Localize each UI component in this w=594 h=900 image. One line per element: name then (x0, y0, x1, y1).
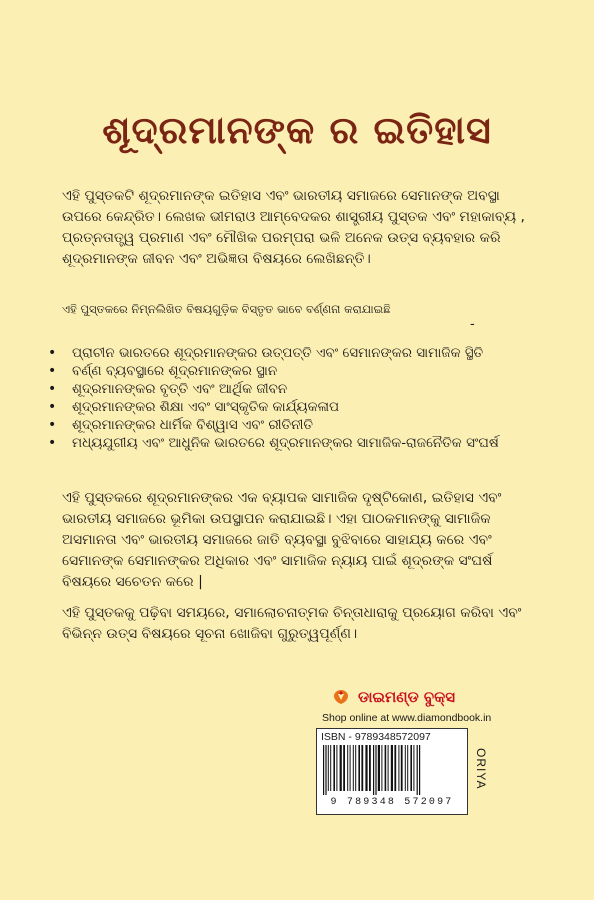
list-item-text: ଶୂଦ୍ରମାନଙ୍କର ଧାର୍ମିକ ବିଶ୍ୱାସ ଏବଂ ରୀତିନୀତି (72, 417, 314, 433)
isbn-label: ISBN - 9789348572097 (321, 731, 431, 743)
topics-list (48, 345, 548, 453)
bullet-icon: • (48, 399, 57, 415)
bullet-icon: • (48, 435, 57, 451)
list-item-text: ବର୍ଣ୍ଣ ବ୍ୟବସ୍ଥାରେ ଶୂଦ୍ରମାନଙ୍କର ସ୍ଥାନ (72, 363, 278, 379)
barcode-bars (321, 745, 463, 795)
body-paragraph: ଏହି ପୁସ୍ତକରେ ଶୂଦ୍ରମାନଙ୍କର ଏକ ବ୍ୟାପକ ସାମାଜିକ ଦୃଷ୍ଟିକୋଣ, ଇତିହାସ ଏବଂ ଭାରତୀୟ ସମାଜରେ ଭୂମିକା ଉପସ୍ଥାପନ କରାଯାଇଛି। ଏହା ପାଠକମାନଙ୍କୁ ସାମାଜିକ ଅସମାନତା ଏବଂ ଭାରତୀୟ ସମାଜରେ ଜାତି ବ୍ୟବସ୍ଥା ବୁଝିବାରେ ସାହାଯ୍ୟ କରେ ଏବଂ ସେମାନଙ୍କ ସେମାନଙ୍କର ଅଧିକାର ଏବଂ ସାମାଜିକ ନ୍ୟାୟ ପାଇଁ ଶୂଦ୍ରଙ୍କ ସଂଘର୍ଷ ବିଷୟରେ ସଚେତନ କରେ | (62, 490, 502, 590)
bullet-icon: • (48, 345, 57, 361)
language-label: ORIYA (474, 748, 488, 790)
list-item-text: ମଧ୍ୟଯୁଗୀୟ ଏବଂ ଆଧୁନିକ ଭାରତରେ ଶୂଦ୍ରମାନଙ୍କର ସାମାଜିକ-ରାଜନୈତିକ ସଂଘର୍ଷ (72, 435, 499, 451)
list-item (48, 417, 548, 434)
intro-paragraph: ଏହି ପୁସ୍ତକଟି ଶୂଦ୍ରମାନଙ୍କ ଇତିହାସ ଏବଂ ଭାରତୀୟ ସମାଜରେ ସେମାନଙ୍କ ଅବସ୍ଥା ଉପରେ କେନ୍ଦ୍ରିତ। ଲେଖକ ଭୀମରାଓ ଆମ୍ବେଦକର ଶାସ୍ତ୍ରୀୟ ପୁସ୍ତକ ଏବଂ ମହାକାବ୍ୟ , ପ୍ରତ୍ନତାତ୍ତ୍ୱ ପ୍ରମାଣ ଏବଂ ମୌଖିକ ପରମ୍ପରା ଭଳି ଅନେକ ଉତ୍ସ ବ୍ୟବହାର କରି ଶୂଦ୍ରମାନଙ୍କ ଜୀବନ ଏବଂ ଅଭିଜ୍ଞତା ବିଷୟରେ ଲେଖିଛନ୍ତି। (62, 188, 525, 267)
shop-online-text: Shop online at www.diamondbook.in (322, 712, 492, 724)
bullet-icon: • (48, 363, 57, 379)
list-item (48, 363, 548, 380)
bullet-icon: • (48, 417, 57, 433)
publisher-logo (330, 688, 530, 706)
barcode-digits: 9 789348 572097 (330, 797, 454, 808)
list-item (48, 381, 548, 398)
topics-intro: ଏହି ପୁସ୍ତକରେ ନିମ୍ନଲିଖିତ ବିଷୟଗୁଡ଼ିକ ବିସ୍ତୃତ ଭାବେ ବର୍ଣ୍ଣନା କରାଯାଇଛି (62, 302, 391, 316)
book-title: ଶୂଦ୍ରମାନଙ୍କ ର ଇତିହାସ (102, 108, 492, 152)
list-item (48, 345, 548, 362)
list-item-text: ପ୍ରାଚୀନ ଭାରତରେ ଶୂଦ୍ରମାନଙ୍କର ଉତ୍ପତ୍ତି ଏବଂ ସେମାନଙ୍କର ସାମାଜିକ ସ୍ଥିତି (72, 345, 484, 361)
barcode (316, 728, 468, 815)
list-item-text: ଶୂଦ୍ରମାନଙ୍କର ବୃତ୍ତି ଏବଂ ଆର୍ଥିକ ଜୀବନ (72, 381, 288, 397)
diamond-logo-icon (330, 688, 352, 706)
topics-dash: - (470, 317, 475, 332)
list-item (48, 399, 548, 416)
closing-paragraph: ଏହି ପୁସ୍ତକକୁ ପଢ଼ିବା ସମୟରେ, ସମାଲୋଚନାତ୍ମକ ଚିନ୍ତାଧାରାକୁ ପ୍ରୟୋଗ କରିବା ଏବଂ ବିଭିନ୍ନ ଉତ୍ସ ବିଷୟରେ ସୂଚନା ଖୋଜିବା ଗୁରୁତ୍ୱପୂର୍ଣ୍ଣ। (62, 605, 522, 642)
bullet-icon: • (48, 381, 57, 397)
list-item-text: ଶୂଦ୍ରମାନଙ୍କର ଶିକ୍ଷା ଏବଂ ସାଂସ୍କୃତିକ କାର୍ଯ୍ୟକଳାପ (72, 399, 340, 415)
list-item (48, 435, 548, 452)
publisher-name: ଡାଇମଣ୍ଡ ବୁକ୍ସ (358, 688, 456, 706)
